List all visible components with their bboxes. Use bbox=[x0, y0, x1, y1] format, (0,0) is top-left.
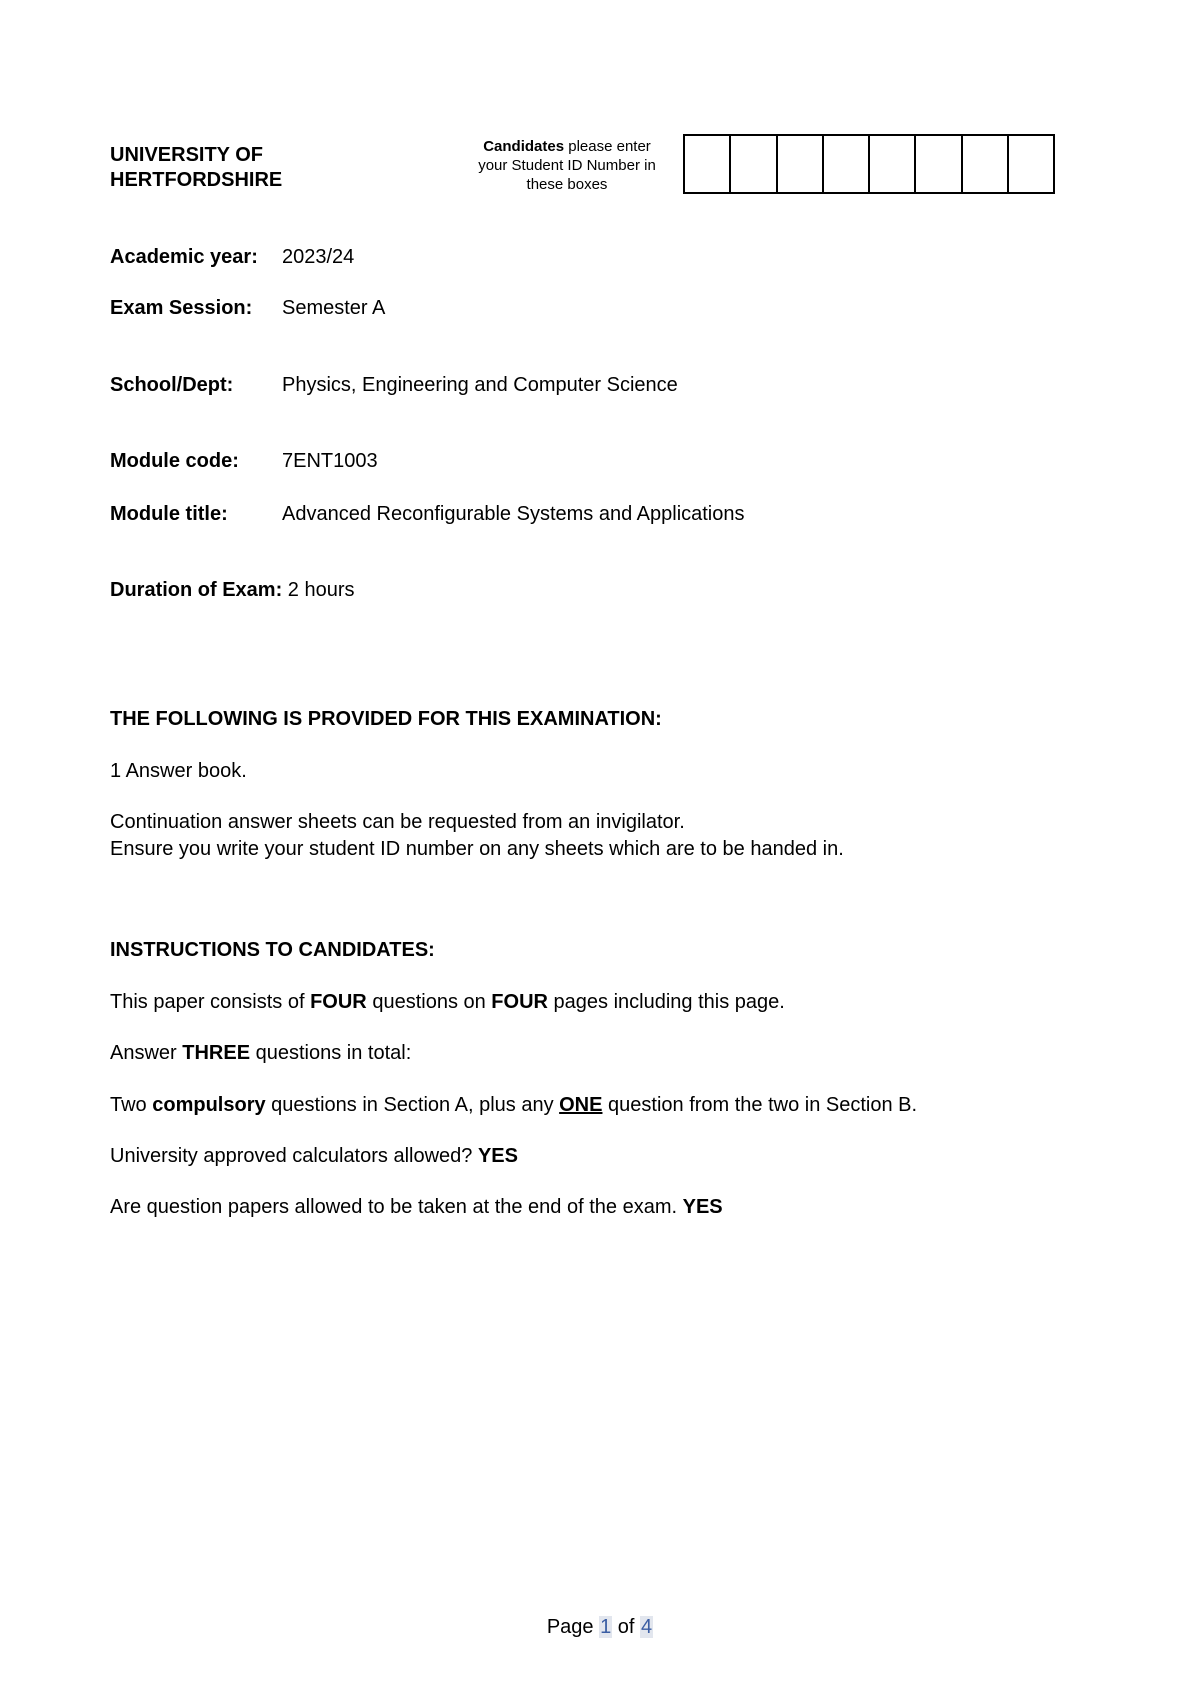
text-segment: Answer bbox=[110, 1042, 183, 1064]
candidates-line2: your Student ID Number in bbox=[478, 157, 656, 174]
student-id-box[interactable] bbox=[963, 136, 1009, 192]
text-segment: question from the two in Section B. bbox=[602, 1094, 918, 1116]
emphasis-four-pages: FOUR bbox=[491, 991, 548, 1013]
page-of: of bbox=[612, 1616, 641, 1638]
calculators-answer: YES bbox=[477, 1145, 518, 1167]
student-id-box[interactable] bbox=[778, 136, 824, 192]
emphasis-one: ONE bbox=[559, 1094, 603, 1116]
page-prefix: Page bbox=[546, 1616, 600, 1638]
text-segment: Are question papers allowed to be taken at the end of the exam. bbox=[110, 1196, 683, 1218]
ensure-id-line: Ensure you write your student ID number on any sheets which are to be handed in. bbox=[110, 838, 844, 860]
module-code-value: 7ENT1003 bbox=[282, 450, 378, 472]
text-segment: pages including this page. bbox=[547, 991, 785, 1013]
take-papers-answer: YES bbox=[682, 1196, 723, 1218]
module-title-value: Advanced Reconfigurable Systems and Applications bbox=[282, 503, 745, 525]
instruction-answer-count bbox=[110, 1042, 411, 1065]
text-segment: questions in total: bbox=[250, 1042, 412, 1064]
student-id-box[interactable] bbox=[870, 136, 916, 192]
module-title-label: Module title: bbox=[110, 503, 228, 525]
duration-label: Duration of Exam: bbox=[110, 579, 283, 601]
school-dept-label: School/Dept: bbox=[110, 374, 234, 396]
student-id-box[interactable] bbox=[916, 136, 962, 192]
text-segment: This paper consists of bbox=[110, 991, 311, 1013]
text-segment: Two bbox=[110, 1094, 153, 1116]
student-id-box[interactable] bbox=[685, 136, 731, 192]
candidates-bold: Candidates bbox=[483, 138, 565, 155]
student-id-box[interactable] bbox=[1009, 136, 1053, 192]
page-total: 4 bbox=[641, 1616, 653, 1638]
duration-row bbox=[110, 579, 355, 602]
page-number bbox=[0, 1616, 1200, 1639]
page-current: 1 bbox=[600, 1616, 612, 1638]
instruction-paper-length bbox=[110, 991, 785, 1014]
university-name-line2: HERTFORDSHIRE bbox=[110, 169, 283, 191]
text-segment: questions in Section A, plus any bbox=[265, 1094, 560, 1116]
provided-heading: THE FOLLOWING IS PROVIDED FOR THIS EXAMINATION: bbox=[110, 708, 662, 730]
continuation-line: Continuation answer sheets can be requested from an invigilator. bbox=[110, 811, 685, 833]
instruction-take-papers bbox=[110, 1196, 723, 1219]
student-id-box[interactable] bbox=[824, 136, 870, 192]
candidate-id-instructions bbox=[462, 137, 672, 194]
exam-session-value: Semester A bbox=[282, 297, 386, 319]
instruction-calculators bbox=[110, 1145, 518, 1168]
emphasis-four-questions: FOUR bbox=[310, 991, 367, 1013]
emphasis-three: THREE bbox=[182, 1042, 251, 1064]
emphasis-compulsory: compulsory bbox=[152, 1094, 266, 1116]
exam-session-label: Exam Session: bbox=[110, 297, 253, 319]
answer-book-line: 1 Answer book. bbox=[110, 760, 247, 782]
text-segment: questions on bbox=[366, 991, 492, 1013]
student-id-box[interactable] bbox=[731, 136, 777, 192]
school-dept-value: Physics, Engineering and Computer Science bbox=[282, 374, 678, 396]
academic-year-value: 2023/24 bbox=[282, 246, 355, 268]
candidates-rest-line1: please enter bbox=[564, 138, 651, 155]
instructions-heading: INSTRUCTIONS TO CANDIDATES: bbox=[110, 939, 435, 961]
candidates-line3: these boxes bbox=[526, 176, 608, 193]
duration-value: 2 hours bbox=[282, 579, 355, 601]
instruction-sections bbox=[110, 1094, 917, 1117]
module-code-label: Module code: bbox=[110, 450, 239, 472]
university-name-line1: UNIVERSITY OF bbox=[110, 144, 263, 166]
university-name bbox=[110, 143, 282, 193]
student-id-boxes bbox=[683, 134, 1055, 194]
text-segment: University approved calculators allowed? bbox=[110, 1145, 478, 1167]
academic-year-label: Academic year: bbox=[110, 246, 258, 268]
